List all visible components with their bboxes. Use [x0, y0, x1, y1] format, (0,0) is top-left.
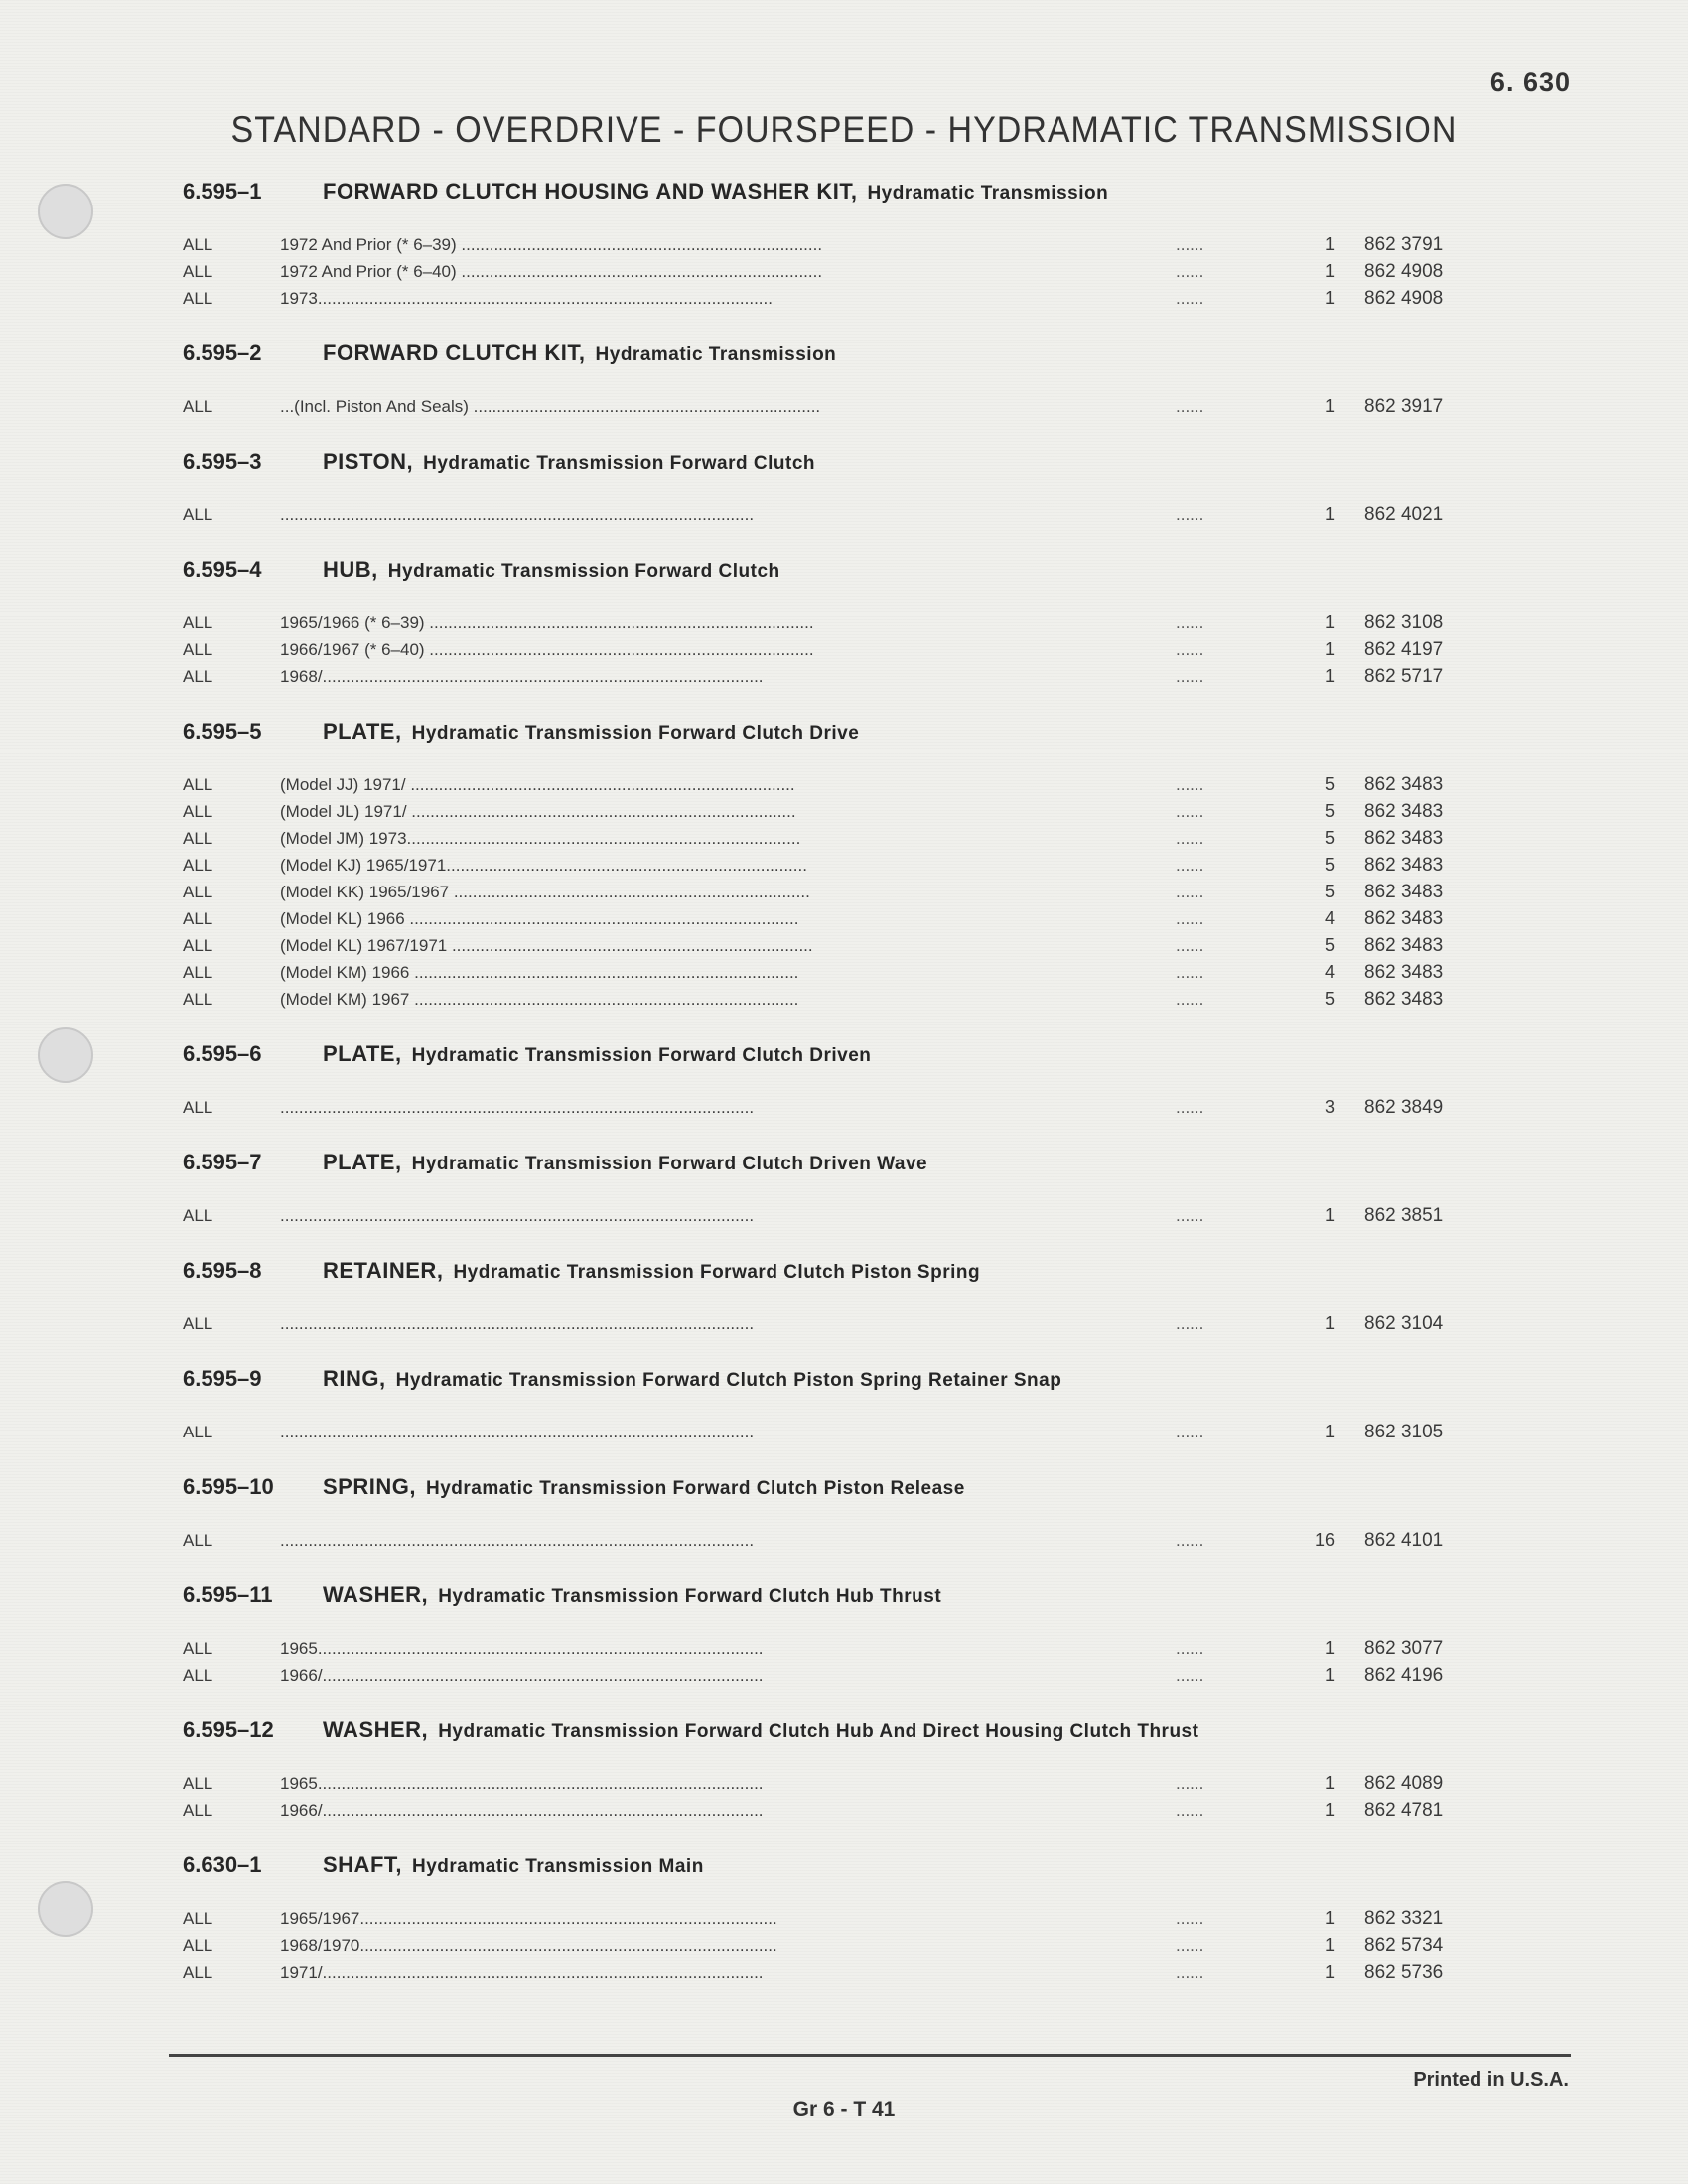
part-number-cell: 862 3483	[1364, 908, 1444, 929]
quantity-cell: 1	[1324, 504, 1335, 524]
leader-dots: ......	[1176, 614, 1204, 632]
leader-dots: ......	[1176, 1531, 1204, 1550]
application-cell: ALL	[183, 1423, 213, 1441]
section-number: 6.595–9	[183, 1366, 262, 1391]
section-part-name: PLATE,	[323, 719, 402, 744]
part-number-cell: 862 4089	[1364, 1773, 1444, 1794]
section-number: 6.595–5	[183, 719, 262, 744]
quantity-cell: 1	[1324, 288, 1335, 308]
part-number-cell: 862 3483	[1364, 774, 1444, 795]
leader-dots: ......	[1176, 990, 1204, 1009]
part-row	[183, 855, 1573, 882]
section-heading	[183, 557, 1573, 603]
part-row	[183, 288, 1573, 315]
section-part-name: WASHER,	[323, 1582, 429, 1607]
part-row	[183, 613, 1573, 639]
section-part-name: PLATE,	[323, 1150, 402, 1174]
section-number: 6.595–1	[183, 179, 262, 204]
application-cell: ALL	[183, 1774, 213, 1793]
section-part-name: HUB,	[323, 557, 378, 582]
description-cell: (Model JJ) 1971/ ..................................................................................	[280, 775, 795, 794]
section-number: 6.595–4	[183, 557, 262, 582]
section-number: 6.595–12	[183, 1717, 274, 1742]
section-number: 6.595–10	[183, 1474, 274, 1499]
section-part-name: PISTON,	[323, 449, 414, 474]
part-row	[183, 1773, 1573, 1800]
section-heading	[183, 1041, 1573, 1087]
application-cell: ALL	[183, 1206, 213, 1225]
description-cell: .....................................................................................................	[280, 1098, 755, 1117]
parts-section	[183, 1582, 1573, 1717]
description-cell: (Model KM) 1966 ..................................................................................	[280, 963, 799, 982]
quantity-cell: 3	[1324, 1097, 1335, 1117]
part-row	[183, 801, 1573, 828]
section-heading	[183, 1717, 1573, 1763]
section-description: Hydramatic Transmission Forward Clutch Hub And Direct Housing Clutch Thrust	[438, 1721, 1199, 1742]
quantity-cell: 1	[1324, 1422, 1335, 1441]
section-rows	[183, 1628, 1573, 1717]
description-cell: 1966/1967 (* 6–40) ..................................................................................	[280, 640, 814, 659]
section-description: Hydramatic Transmission Forward Clutch Piston Spring	[453, 1262, 981, 1283]
leader-dots: ......	[1176, 505, 1204, 524]
application-cell: ALL	[183, 1963, 213, 1981]
quantity-cell: 4	[1324, 962, 1335, 982]
leader-dots: ......	[1176, 1423, 1204, 1441]
section-heading	[183, 1258, 1573, 1303]
part-number-cell: 862 3849	[1364, 1097, 1444, 1118]
parts-section	[183, 1717, 1573, 1852]
quantity-cell: 1	[1324, 1908, 1335, 1928]
part-number-cell: 862 4197	[1364, 639, 1444, 660]
application-cell: ALL	[183, 990, 213, 1009]
section-number: 6.595–11	[183, 1582, 273, 1607]
application-cell: ALL	[183, 829, 213, 848]
section-part-name: SHAFT,	[323, 1852, 402, 1877]
description-cell: ...(Incl. Piston And Seals) ..........................................................................	[280, 397, 821, 416]
description-cell: 1966/..............................................................................................	[280, 1666, 764, 1685]
application-cell: ALL	[183, 775, 213, 794]
part-number-cell: 862 3483	[1364, 855, 1444, 876]
parts-section	[183, 1150, 1573, 1258]
part-row	[183, 1097, 1573, 1124]
part-row	[183, 882, 1573, 908]
part-number-cell: 862 3321	[1364, 1908, 1444, 1929]
section-part-name: FORWARD CLUTCH HOUSING AND WASHER KIT,	[323, 179, 858, 204]
part-row	[183, 1638, 1573, 1665]
description-cell: 1965...............................................................................................	[280, 1774, 764, 1793]
part-number-cell: 862 3104	[1364, 1313, 1444, 1334]
section-rows	[183, 764, 1573, 1041]
part-number-cell: 862 3917	[1364, 396, 1444, 417]
binder-hole	[38, 184, 93, 239]
part-number-cell: 862 5734	[1364, 1935, 1444, 1956]
part-row	[183, 1422, 1573, 1448]
quantity-cell: 1	[1324, 1935, 1335, 1955]
description-cell: (Model KL) 1967/1971 .............................................................................	[280, 936, 813, 955]
part-number-cell: 862 3483	[1364, 989, 1444, 1010]
quantity-cell: 1	[1324, 613, 1335, 632]
binder-hole	[38, 1027, 93, 1083]
description-cell: 1968/..............................................................................................	[280, 667, 764, 686]
quantity-cell: 1	[1324, 234, 1335, 254]
parts-section	[183, 179, 1573, 341]
part-row	[183, 935, 1573, 962]
section-heading	[183, 341, 1573, 386]
quantity-cell: 1	[1324, 1800, 1335, 1820]
section-description: Hydramatic Transmission Forward Clutch Driven	[411, 1045, 872, 1066]
leader-dots: ......	[1176, 397, 1204, 416]
quantity-cell: 5	[1324, 855, 1335, 875]
application-cell: ALL	[183, 262, 213, 281]
description-cell: 1972 And Prior (* 6–40) .............................................................................	[280, 262, 823, 281]
section-heading	[183, 1852, 1573, 1898]
leader-dots: ......	[1176, 802, 1204, 821]
part-number-cell: 862 3483	[1364, 935, 1444, 956]
part-row	[183, 1800, 1573, 1827]
section-number: 6.595–3	[183, 449, 262, 474]
part-row	[183, 962, 1573, 989]
section-heading	[183, 1582, 1573, 1628]
parts-section	[183, 449, 1573, 557]
leader-dots: ......	[1176, 775, 1204, 794]
part-number-cell: 862 3483	[1364, 882, 1444, 902]
part-number-cell: 862 4101	[1364, 1530, 1444, 1551]
part-row	[183, 261, 1573, 288]
description-cell: .....................................................................................................	[280, 1206, 755, 1225]
leader-dots: ......	[1176, 1963, 1204, 1981]
parts-section	[183, 719, 1573, 1041]
section-part-name: WASHER,	[323, 1717, 429, 1742]
leader-dots: ......	[1176, 1639, 1204, 1658]
section-description: Hydramatic Transmission Forward Clutch	[423, 453, 815, 474]
application-cell: ALL	[183, 1801, 213, 1820]
description-cell: 1968/1970.........................................................................................	[280, 1936, 777, 1955]
description-cell: 1966/..............................................................................................	[280, 1801, 764, 1820]
section-heading	[183, 179, 1573, 224]
part-number-cell: 862 4781	[1364, 1800, 1444, 1821]
part-number-cell: 862 3108	[1364, 613, 1444, 633]
section-part-name: RETAINER,	[323, 1258, 444, 1283]
parts-section	[183, 1366, 1573, 1474]
section-description: Hydramatic Transmission Main	[412, 1856, 704, 1877]
leader-dots: ......	[1176, 235, 1204, 254]
group-reference: Gr 6 - T 41	[792, 2098, 896, 2120]
section-part-name: SPRING,	[323, 1474, 416, 1499]
quantity-cell: 5	[1324, 989, 1335, 1009]
quantity-cell: 1	[1324, 261, 1335, 281]
application-cell: ALL	[183, 235, 213, 254]
leader-dots: ......	[1176, 289, 1204, 308]
section-number: 6.595–6	[183, 1041, 262, 1066]
leader-dots: ......	[1176, 936, 1204, 955]
description-cell: 1971/..............................................................................................	[280, 1963, 764, 1981]
section-heading	[183, 1150, 1573, 1195]
description-cell: .....................................................................................................	[280, 1423, 755, 1441]
description-cell: 1972 And Prior (* 6–39) .............................................................................	[280, 235, 823, 254]
part-number-cell: 862 3483	[1364, 801, 1444, 822]
quantity-cell: 1	[1324, 1962, 1335, 1981]
quantity-cell: 1	[1324, 1313, 1335, 1333]
quantity-cell: 5	[1324, 828, 1335, 848]
leader-dots: ......	[1176, 909, 1204, 928]
binder-hole	[38, 1881, 93, 1937]
section-number: 6.630–1	[183, 1852, 262, 1877]
description-cell: (Model KM) 1967 ..................................................................................	[280, 990, 799, 1009]
application-cell: ALL	[183, 1314, 213, 1333]
quantity-cell: 1	[1324, 1665, 1335, 1685]
application-cell: ALL	[183, 397, 213, 416]
leader-dots: ......	[1176, 1774, 1204, 1793]
quantity-cell: 5	[1324, 801, 1335, 821]
description-cell: 1965/1966 (* 6–39) ..................................................................................	[280, 614, 814, 632]
quantity-cell: 5	[1324, 774, 1335, 794]
section-part-name: PLATE,	[323, 1041, 402, 1066]
section-rows	[183, 1303, 1573, 1366]
part-row	[183, 1908, 1573, 1935]
description-cell: (Model KL) 1966 ...................................................................................	[280, 909, 799, 928]
part-row	[183, 1962, 1573, 1988]
leader-dots: ......	[1176, 1801, 1204, 1820]
section-number: 6.595–8	[183, 1258, 262, 1283]
part-number-cell: 862 4908	[1364, 288, 1444, 309]
quantity-cell: 1	[1324, 1773, 1335, 1793]
application-cell: ALL	[183, 1909, 213, 1928]
application-cell: ALL	[183, 614, 213, 632]
description-cell: 1973.................................................................................................	[280, 289, 773, 308]
quantity-cell: 1	[1324, 666, 1335, 686]
leader-dots: ......	[1176, 856, 1204, 875]
quantity-cell: 1	[1324, 396, 1335, 416]
quantity-cell: 5	[1324, 935, 1335, 955]
part-row	[183, 989, 1573, 1016]
parts-section	[183, 557, 1573, 719]
application-cell: ALL	[183, 1666, 213, 1685]
part-row	[183, 828, 1573, 855]
leader-dots: ......	[1176, 963, 1204, 982]
section-rows	[183, 1763, 1573, 1852]
parts-section	[183, 1474, 1573, 1582]
leader-dots: ......	[1176, 262, 1204, 281]
section-heading	[183, 1366, 1573, 1412]
application-cell: ALL	[183, 505, 213, 524]
part-number-cell: 862 5736	[1364, 1962, 1444, 1982]
page-number: 6. 630	[1489, 68, 1571, 97]
section-heading	[183, 1474, 1573, 1520]
part-row	[183, 1665, 1573, 1692]
quantity-cell: 1	[1324, 1205, 1335, 1225]
section-description: Hydramatic Transmission Forward Clutch Drive	[411, 723, 860, 744]
quantity-cell: 16	[1314, 1530, 1335, 1550]
application-cell: ALL	[183, 667, 213, 686]
description-cell: .....................................................................................................	[280, 505, 755, 524]
leader-dots: ......	[1176, 1206, 1204, 1225]
application-cell: ALL	[183, 640, 213, 659]
section-number: 6.595–2	[183, 341, 262, 365]
leader-dots: ......	[1176, 1314, 1204, 1333]
part-row	[183, 1205, 1573, 1232]
parts-section	[183, 1041, 1573, 1150]
parts-section	[183, 341, 1573, 449]
part-number-cell: 862 3851	[1364, 1205, 1444, 1226]
part-number-cell: 862 3105	[1364, 1422, 1444, 1442]
parts-section	[183, 1852, 1573, 2014]
section-description: Hydramatic Transmission Forward Clutch	[387, 561, 780, 582]
leader-dots: ......	[1176, 883, 1204, 901]
part-number-cell: 862 3791	[1364, 234, 1444, 255]
part-row	[183, 774, 1573, 801]
section-heading	[183, 449, 1573, 494]
part-number-cell: 862 3077	[1364, 1638, 1444, 1659]
application-cell: ALL	[183, 1531, 213, 1550]
leader-dots: ......	[1176, 640, 1204, 659]
footer-divider	[169, 2054, 1571, 2057]
section-rows	[183, 1195, 1573, 1258]
part-row	[183, 639, 1573, 666]
section-rows	[183, 1087, 1573, 1150]
leader-dots: ......	[1176, 1909, 1204, 1928]
part-row	[183, 396, 1573, 423]
application-cell: ALL	[183, 289, 213, 308]
section-description: Hydramatic Transmission Forward Clutch Piston Spring Retainer Snap	[395, 1370, 1062, 1391]
description-cell: 1965/1967.........................................................................................	[280, 1909, 777, 1928]
section-part-name: FORWARD CLUTCH KIT,	[323, 341, 586, 365]
part-row	[183, 1530, 1573, 1557]
section-rows	[183, 1898, 1573, 2014]
leader-dots: ......	[1176, 1098, 1204, 1117]
part-number-cell: 862 4021	[1364, 504, 1444, 525]
section-rows	[183, 1412, 1573, 1474]
section-number: 6.595–7	[183, 1150, 262, 1174]
part-number-cell: 862 3483	[1364, 962, 1444, 983]
section-rows	[183, 494, 1573, 557]
section-rows	[183, 603, 1573, 719]
application-cell: ALL	[183, 802, 213, 821]
part-row	[183, 1313, 1573, 1340]
page-title: STANDARD - OVERDRIVE - FOURSPEED - HYDRAMATIC TRANSMISSION	[230, 109, 1458, 151]
part-row	[183, 908, 1573, 935]
part-number-cell: 862 3483	[1364, 828, 1444, 849]
description-cell: .....................................................................................................	[280, 1531, 755, 1550]
leader-dots: ......	[1176, 829, 1204, 848]
description-cell: .....................................................................................................	[280, 1314, 755, 1333]
section-heading	[183, 719, 1573, 764]
section-description: Hydramatic Transmission	[595, 344, 837, 365]
section-description: Hydramatic Transmission Forward Clutch Piston Release	[425, 1478, 965, 1499]
part-number-cell: 862 5717	[1364, 666, 1444, 687]
leader-dots: ......	[1176, 667, 1204, 686]
quantity-cell: 1	[1324, 1638, 1335, 1658]
quantity-cell: 5	[1324, 882, 1335, 901]
description-cell: (Model JM) 1973....................................................................................	[280, 829, 801, 848]
section-part-name: RING,	[323, 1366, 386, 1391]
description-cell: (Model JL) 1971/ ..................................................................................	[280, 802, 796, 821]
section-rows	[183, 1520, 1573, 1582]
part-row	[183, 666, 1573, 693]
section-rows	[183, 386, 1573, 449]
parts-section	[183, 1258, 1573, 1366]
quantity-cell: 4	[1324, 908, 1335, 928]
part-number-cell: 862 4196	[1364, 1665, 1444, 1686]
application-cell: ALL	[183, 963, 213, 982]
section-description: Hydramatic Transmission	[867, 183, 1109, 204]
leader-dots: ......	[1176, 1936, 1204, 1955]
part-number-cell: 862 4908	[1364, 261, 1444, 282]
application-cell: ALL	[183, 883, 213, 901]
description-cell: (Model KK) 1965/1967 ............................................................................	[280, 883, 810, 901]
parts-list	[183, 179, 1573, 2014]
application-cell: ALL	[183, 1936, 213, 1955]
application-cell: ALL	[183, 909, 213, 928]
quantity-cell: 1	[1324, 639, 1335, 659]
application-cell: ALL	[183, 936, 213, 955]
printed-in-label: Printed in U.S.A.	[1413, 2069, 1569, 2091]
section-description: Hydramatic Transmission Forward Clutch Hub Thrust	[438, 1586, 942, 1607]
description-cell: (Model KJ) 1965/1971.............................................................................	[280, 856, 807, 875]
section-rows	[183, 224, 1573, 341]
description-cell: 1965...............................................................................................	[280, 1639, 764, 1658]
application-cell: ALL	[183, 1098, 213, 1117]
part-row	[183, 1935, 1573, 1962]
part-row	[183, 234, 1573, 261]
leader-dots: ......	[1176, 1666, 1204, 1685]
application-cell: ALL	[183, 1639, 213, 1658]
section-description: Hydramatic Transmission Forward Clutch Driven Wave	[411, 1154, 928, 1174]
part-row	[183, 504, 1573, 531]
application-cell: ALL	[183, 856, 213, 875]
